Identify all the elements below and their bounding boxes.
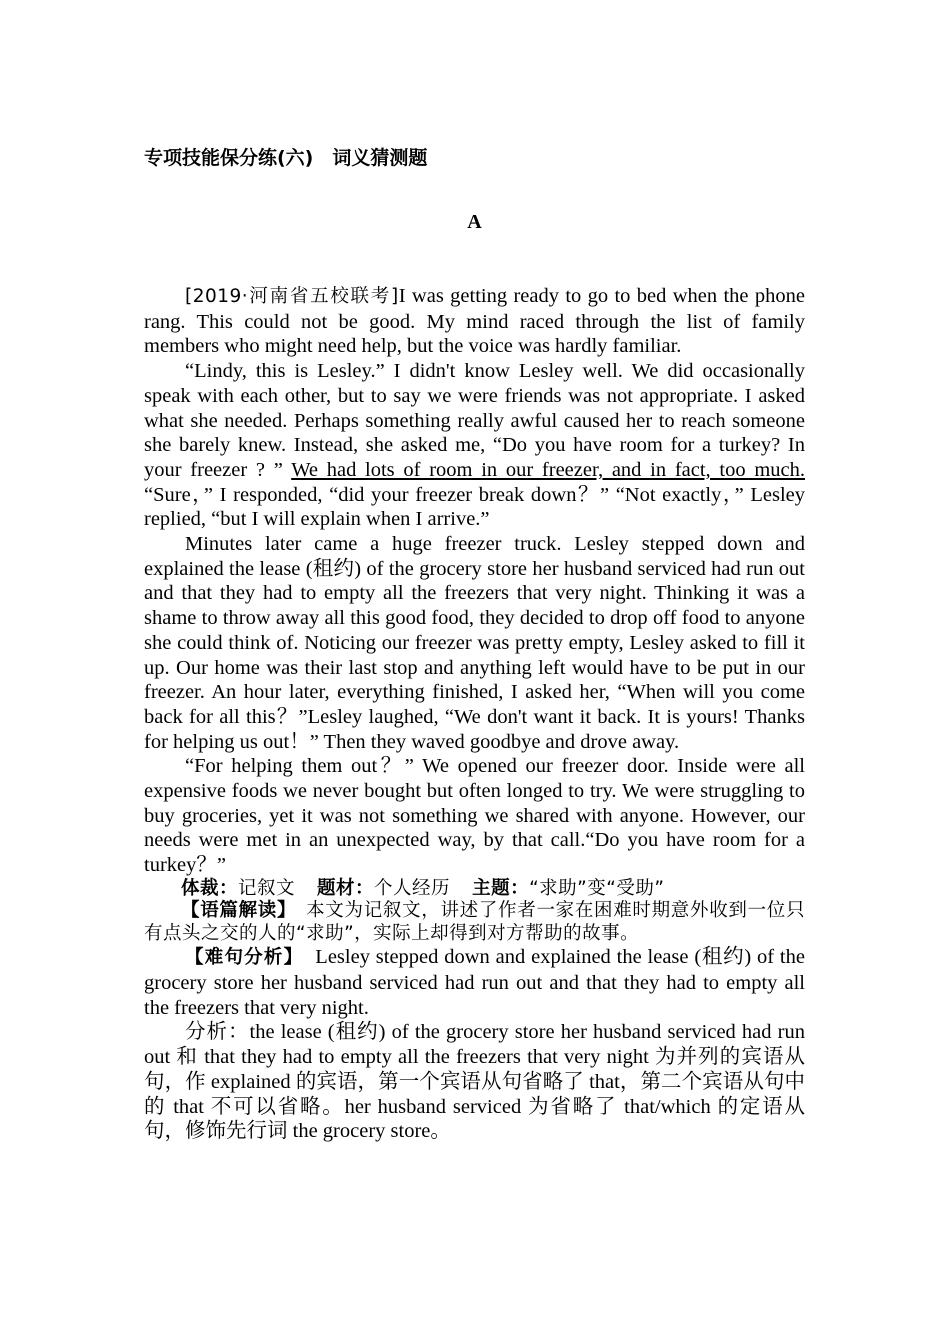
source-tag: [2019·河南省五校联考] [185, 286, 399, 307]
paragraph-2 [144, 359, 805, 532]
reading-analysis [144, 900, 805, 945]
passage-body [144, 284, 805, 1144]
paragraph-2-text: “Lindy, this is Lesley.” I didn't know Lesley well. We did occasionally speak with each other, but to say we were friends was not appropriate. I asked what she needed. Perhaps something really awful caused her to reach someone she barely knew. Instead, she asked me, “Do you have room for a turkey? In your freezer ? ” [144, 360, 805, 481]
theme-label: 主题： [472, 877, 530, 899]
paragraph-4: “For helping them out？” We opened our freezer door. Inside were all expensive foods we never bought but often longed to try. We were struggling to buy groceries, yet it was not something we shared with anyone. However, our needs were met in an unexpected way, by that call.“Do you have room for a turkey？” [144, 755, 805, 877]
reading-label: 【语篇解读】 [181, 900, 287, 922]
paragraph-2-end: “Sure，” I responded, “did your freezer break down？” “Not exactly，” Lesley replied, “but I will explain when I arrive.” [144, 483, 805, 531]
theme-value: “求助”变“受助” [529, 877, 665, 899]
reading-text: 本文为记叙文，讲述了作者一家在困难时期意外收到一位只有点头之交的人的“求助”，实际上却得到对方帮助的故事。 [144, 900, 805, 944]
paragraph-3: Minutes later came a huge freezer truck. Lesley stepped down and explained the lease (租约) of the grocery store her husband serviced had run out and that they had to empty all the freezers that very night. Thinking it was a shame to throw away all this good food, they decided to drop off food to anyone she could think of. Noticing our freezer was pretty empty, Lesley asked to fill it up. Our home was their last stop and anything left would have to be put in our freezer. An hour later, everything finished, I asked her, “When will you come back for all this？”Lesley laughed, “We don't want it back. It is yours! Thanks for helping us out！” Then they waved goodbye and drove away. [144, 533, 805, 753]
difficult-sentence [144, 945, 805, 1020]
paragraph-1-text: I was getting ready to go to bed when the phone rang. This could not be good. My mind raced through the list of family members who might need help, but the voice was hardly familiar. [144, 285, 805, 358]
paragraph-1 [144, 284, 805, 359]
difficult-text: Lesley stepped down and explained the lease (租约) of the grocery store her husband serviced had run out and that they had to empty all the freezers that very night. [144, 946, 805, 1019]
explanation: 分析：the lease (租约) of the grocery store her husband serviced had run out 和 that they had to empty all the freezers that very night 为并列的宾语从句，作 explained 的宾语，第一个宾语从句省略了 that，第二个宾语从句中的 that 不可以省略。her husband serviced 为省略了 that/which 的定语从句，修饰先行词 the grocery store。 [144, 1021, 805, 1143]
topic-value: 个人经历 [374, 877, 451, 899]
genre-label: 体裁： [181, 877, 239, 899]
difficult-label: 【难句分析】 [185, 947, 295, 969]
page-title: 专项技能保分练(六) 词义猜测题 [144, 147, 428, 169]
topic-label: 题材： [317, 877, 375, 899]
genre-line [144, 878, 805, 901]
section-label: A [467, 211, 482, 233]
underlined-sentence: We had lots of room in our freezer, and in fact, too much. [291, 458, 805, 481]
genre-value: 记叙文 [238, 877, 296, 899]
